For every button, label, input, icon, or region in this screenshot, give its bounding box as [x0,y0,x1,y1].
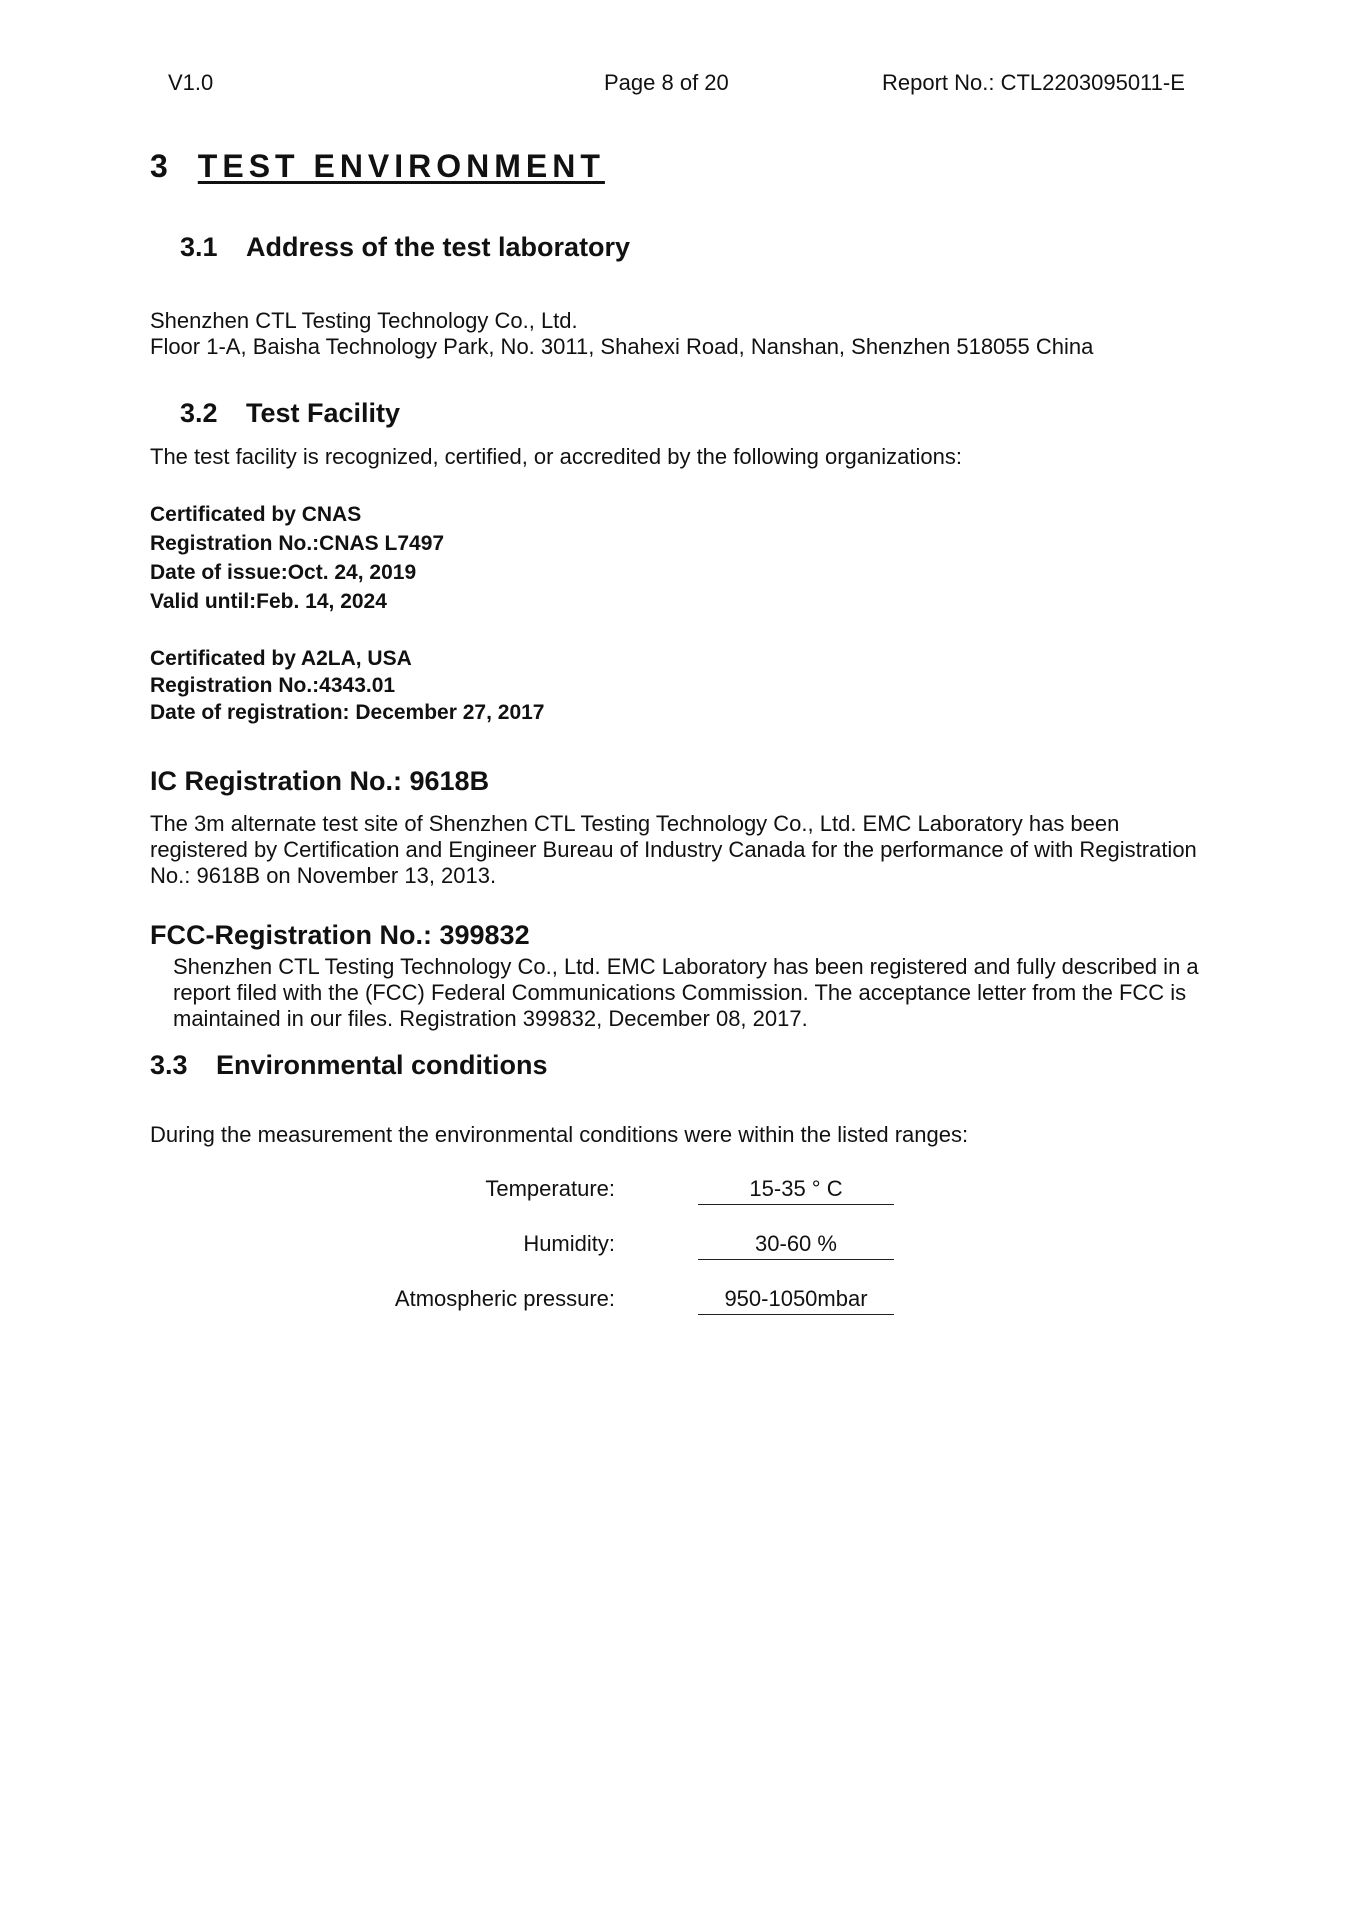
fcc-registration-heading: FCC-Registration No.: 399832 [150,920,530,950]
cnas-registration: Registration No.:CNAS L7497 [150,532,445,555]
subsection-3-2-number: 3.2 [180,398,218,428]
version-label: V1.0 [168,70,214,95]
humidity-value: 30-60 % [698,1231,894,1260]
humidity-label: Humidity: [523,1231,615,1256]
temperature-value: 15-35 ° C [698,1176,894,1205]
section-number: 3 [150,148,168,184]
cnas-issue-date: Date of issue:Oct. 24, 2019 [150,561,417,584]
subsection-3-2-title: Test Facility [246,398,401,428]
ic-text-line-3: No.: 9618B on November 13, 2013. [150,863,497,888]
subsection-3-3-heading [150,1050,548,1081]
lab-name: Shenzhen CTL Testing Technology Co., Ltd. [150,308,578,333]
subsection-3-1-title: Address of the test laboratory [246,232,631,262]
environment-intro: During the measurement the environmental conditions were within the listed ranges: [150,1122,969,1147]
fcc-text-line-2: report filed with the (FCC) Federal Communications Commission. The acceptance letter from the FCC is [173,980,1187,1005]
ic-text-line-2: registered by Certification and Engineer Bureau of Industry Canada for the performance of with Registration [150,837,1197,862]
cnas-certificated: Certificated by CNAS [150,503,362,526]
subsection-3-1-number: 3.1 [180,232,218,262]
fcc-text-line-3: maintained in our files. Registration 399832, December 08, 2017. [173,1006,808,1031]
ic-text-line-1: The 3m alternate test site of Shenzhen CTL Testing Technology Co., Ltd. EMC Laboratory has been [150,811,1120,836]
cnas-valid-until: Valid until:Feb. 14, 2024 [150,590,387,613]
subsection-3-3-number: 3.3 [150,1050,188,1080]
section-title: TEST ENVIRONMENT [197,148,605,184]
report-number: Report No.: CTL2203095011-E [882,70,1185,95]
a2la-registration: Registration No.:4343.01 [150,674,396,697]
subsection-3-2-heading [180,398,400,429]
subsection-3-3-title: Environmental conditions [216,1050,548,1080]
temperature-label: Temperature: [485,1176,615,1201]
facility-intro: The test facility is recognized, certified, or accredited by the following organizations: [150,444,962,469]
a2la-certificated: Certificated by A2LA, USA [150,647,412,670]
fcc-text-line-1: Shenzhen CTL Testing Technology Co., Ltd. EMC Laboratory has been registered and fully described in a [173,954,1199,979]
lab-address: Floor 1-A, Baisha Technology Park, No. 3011, Shahexi Road, Nanshan, Shenzhen 518055 China [150,334,1094,359]
pressure-value: 950-1050mbar [698,1286,894,1315]
a2la-registration-date: Date of registration: December 27, 2017 [150,701,545,724]
page-number: Page 8 of 20 [604,70,729,95]
subsection-3-1-heading [180,232,630,263]
pressure-label: Atmospheric pressure: [394,1286,615,1311]
section-heading [150,148,605,185]
ic-registration-heading: IC Registration No.: 9618B [150,766,490,796]
